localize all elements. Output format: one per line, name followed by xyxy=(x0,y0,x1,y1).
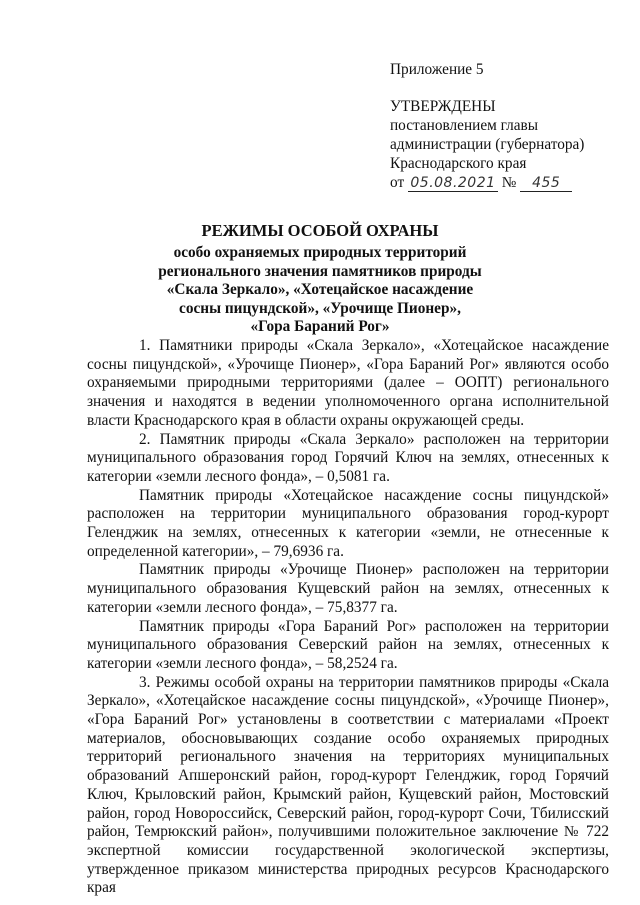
title-line: регионального значения памятников природы xyxy=(158,262,482,280)
handwritten-date: 05.08.2021 xyxy=(408,175,498,192)
approval-line: постановлением главы xyxy=(390,117,539,134)
handwritten-number: 455 xyxy=(520,175,572,192)
paragraph: 3. Режимы особой охраны на территории памятников природы «Скала Зеркало», «Хотецайское насаждение сосны пицундской», «Урочище Пионер», «Гора Бараний Рог» установлены в соответствии с материалами «Проект материалов, обосновывающих создание особо охраняемых природных территорий регионального значения на территориях муниципальных образований Апшеронский район, город-курорт Геленджик, город Горячий Ключ, Крыловский район, Крымский район, Кущевский район, Мостовский район, город Новороссийск, Северский район, город-курорт Сочи, Тбилисский район, Темрюкский район», получившими положительное заключение № 722 экспертной комиссии государственной экологической экспертизы, утвержденное приказом министерства природных ресурсов Краснодарского края xyxy=(87,673,609,897)
paragraph: Памятник природы «Гора Бараний Рог» расположен на территории муниципального образования Северский район на землях, отнесенных к категории «земли лесного фонда», – 58,2524 га. xyxy=(87,617,609,672)
title-line: сосны пицундской», «Урочище Пионер», xyxy=(179,299,461,317)
paragraph: Памятник природы «Урочище Пионер» расположен на территории муниципального образования Кущевский район на землях, отнесенных к категории «земли лесного фонда», – 75,8377 га. xyxy=(87,561,609,616)
title-line: «Скала Зеркало», «Хотецайское насаждение xyxy=(166,281,474,299)
number-prefix: № xyxy=(501,174,517,191)
date-prefix: от xyxy=(390,174,405,191)
paragraph: Памятник природы «Хотецайское насаждение сосны пицундской» расположен на территории муниципального образования город-курорт Геленджик на землях, отнесенных к категории «земли, не отнесенные к определенной категории», – 79,6936 га. xyxy=(87,486,609,560)
title-line: «Гора Бараний Рог» xyxy=(250,318,390,336)
approval-line: администрации (губернатора) xyxy=(390,136,585,153)
paragraph: 2. Памятник природы «Скала Зеркало» расположен на территории муниципального образования город Горячий Ключ на землях, отнесенных к категории «земли лесного фонда», – 0,5081 га. xyxy=(87,430,609,485)
approval-date-line xyxy=(390,173,625,192)
approval-line: Краснодарского края xyxy=(390,155,527,172)
paragraph: 1. Памятники природы «Скала Зеркало», «Хотецайское насаждение сосны пицундской», «Урочище Пионер», «Гора Бараний Рог» являются особо охраняемыми природными территориями (далее – ООПТ) регионального значения и находятся в ведении уполномоченного органа исполнительной власти Краснодарского края в области охраны окружающей среды. xyxy=(87,337,609,429)
approval-line: УТВЕРЖДЕНЫ xyxy=(390,98,496,115)
appendix-label: Приложение 5 xyxy=(390,61,484,78)
title-line: особо охраняемых природных территорий xyxy=(173,244,467,261)
document-body xyxy=(87,337,609,898)
document-title xyxy=(120,220,520,337)
title-main: РЕЖИМЫ ОСОБОЙ ОХРАНЫ xyxy=(201,221,439,240)
approval-block xyxy=(390,60,625,192)
